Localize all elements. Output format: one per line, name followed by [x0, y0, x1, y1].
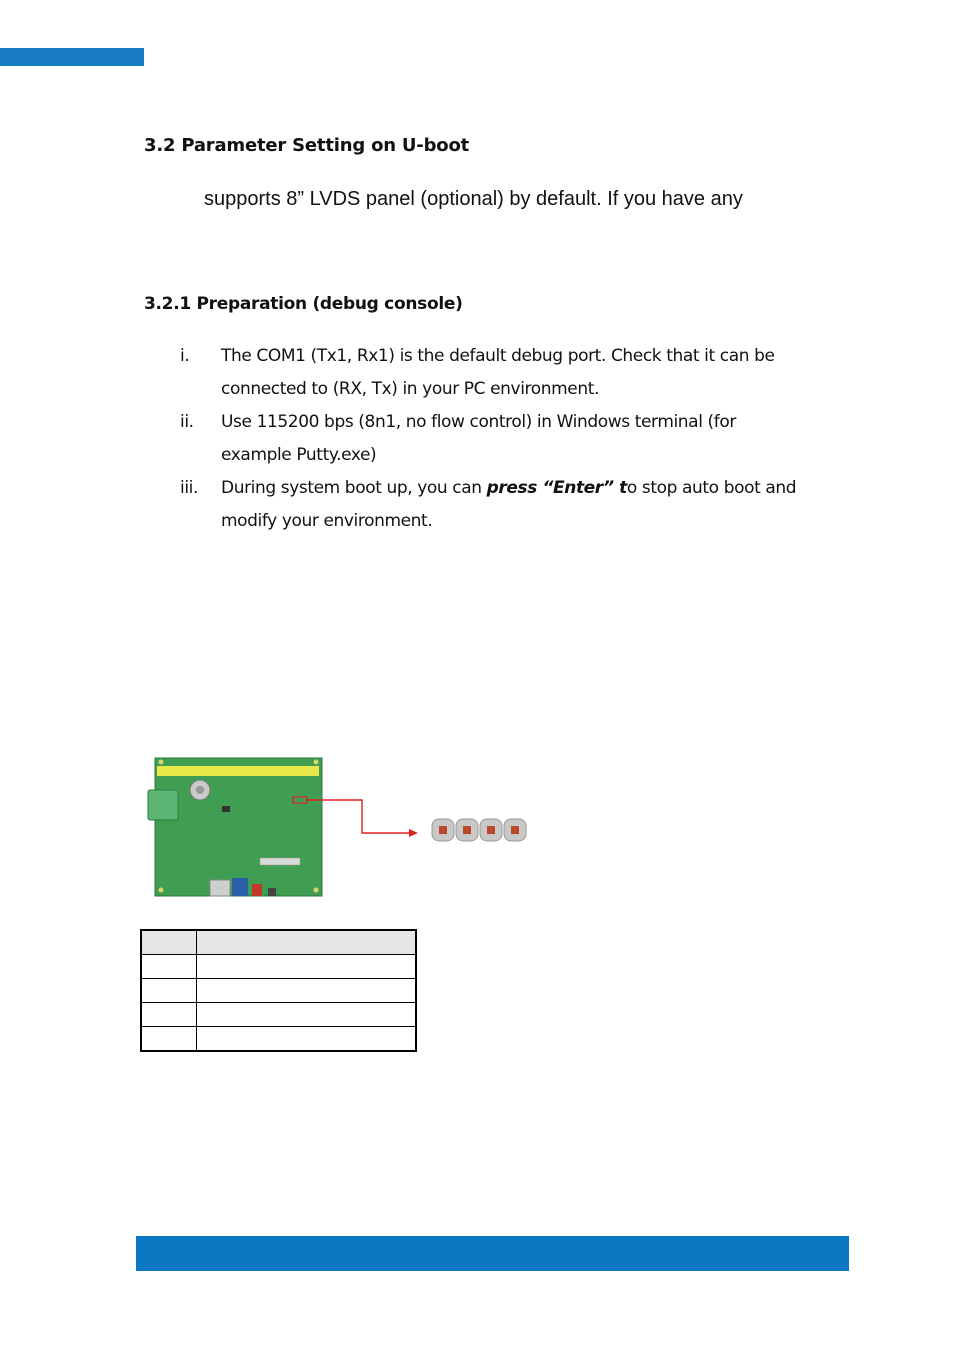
step-number: iii. [180, 478, 198, 498]
table-header-cell [197, 930, 417, 955]
step-text-line: The COM1 (Tx1, Rx1) is the default debug port. Check that it can be [221, 346, 775, 366]
board-connector-left [148, 790, 178, 820]
subsection-heading: 3.2.1 Preparation (debug console) [144, 294, 463, 314]
table-cell [197, 1003, 417, 1027]
pin-contact [487, 826, 495, 834]
step-text-line: Use 115200 bps (8n1, no flow control) in Windows terminal (for [221, 412, 736, 432]
table-header-row [141, 930, 416, 955]
board-diagram [140, 752, 540, 902]
board-header-strip [260, 858, 300, 865]
intro-text: supports 8” LVDS panel (optional) by default. If you have any [204, 188, 743, 210]
step-number: ii. [180, 412, 194, 432]
step-text-line: modify your environment. [221, 511, 433, 531]
mount-hole [314, 760, 319, 765]
callout-arrowhead [409, 829, 418, 837]
step-item [144, 472, 824, 538]
board-port-red [252, 884, 262, 896]
step-text-fragment: o stop auto boot and [626, 478, 797, 498]
step-list [144, 340, 824, 538]
table-cell [141, 979, 197, 1003]
four-pin-connector [432, 819, 526, 841]
header-accent-bar [0, 48, 144, 66]
section-heading: 3.2 Parameter Setting on U-boot [144, 135, 470, 156]
step-text-fragment: During system boot up, you can [221, 478, 487, 498]
board-pcb [155, 758, 322, 896]
table-cell [197, 955, 417, 979]
enter-key-emphasis: press “Enter” t [486, 478, 627, 498]
table-row [141, 955, 416, 979]
board-top-strip [157, 766, 319, 776]
board-port-small [268, 888, 276, 896]
table-cell [141, 1003, 197, 1027]
board-port-blue [232, 878, 248, 896]
table-cell [141, 1027, 197, 1052]
table-row [141, 979, 416, 1003]
step-number: i. [180, 346, 190, 366]
table-row [141, 1027, 416, 1052]
mount-hole [159, 888, 164, 893]
board-battery-center [196, 786, 204, 794]
table-cell [197, 979, 417, 1003]
board-chip [222, 806, 230, 812]
mount-hole [314, 888, 319, 893]
table-header-cell [141, 930, 197, 955]
table-cell [141, 955, 197, 979]
pin-contact [511, 826, 519, 834]
step-text-line [221, 472, 824, 505]
board-port-usb [210, 880, 230, 896]
step-text-line: example Putty.exe) [221, 445, 377, 465]
footer-accent-bar [136, 1236, 849, 1271]
step-item [144, 340, 824, 406]
mount-hole [159, 760, 164, 765]
pin-contact [463, 826, 471, 834]
table-row [141, 1003, 416, 1027]
step-text-line: connected to (RX, Tx) in your PC environment. [221, 379, 599, 399]
step-item [144, 406, 824, 472]
pin-contact [439, 826, 447, 834]
pin-assignment-table [140, 929, 417, 1052]
table-cell [197, 1027, 417, 1052]
